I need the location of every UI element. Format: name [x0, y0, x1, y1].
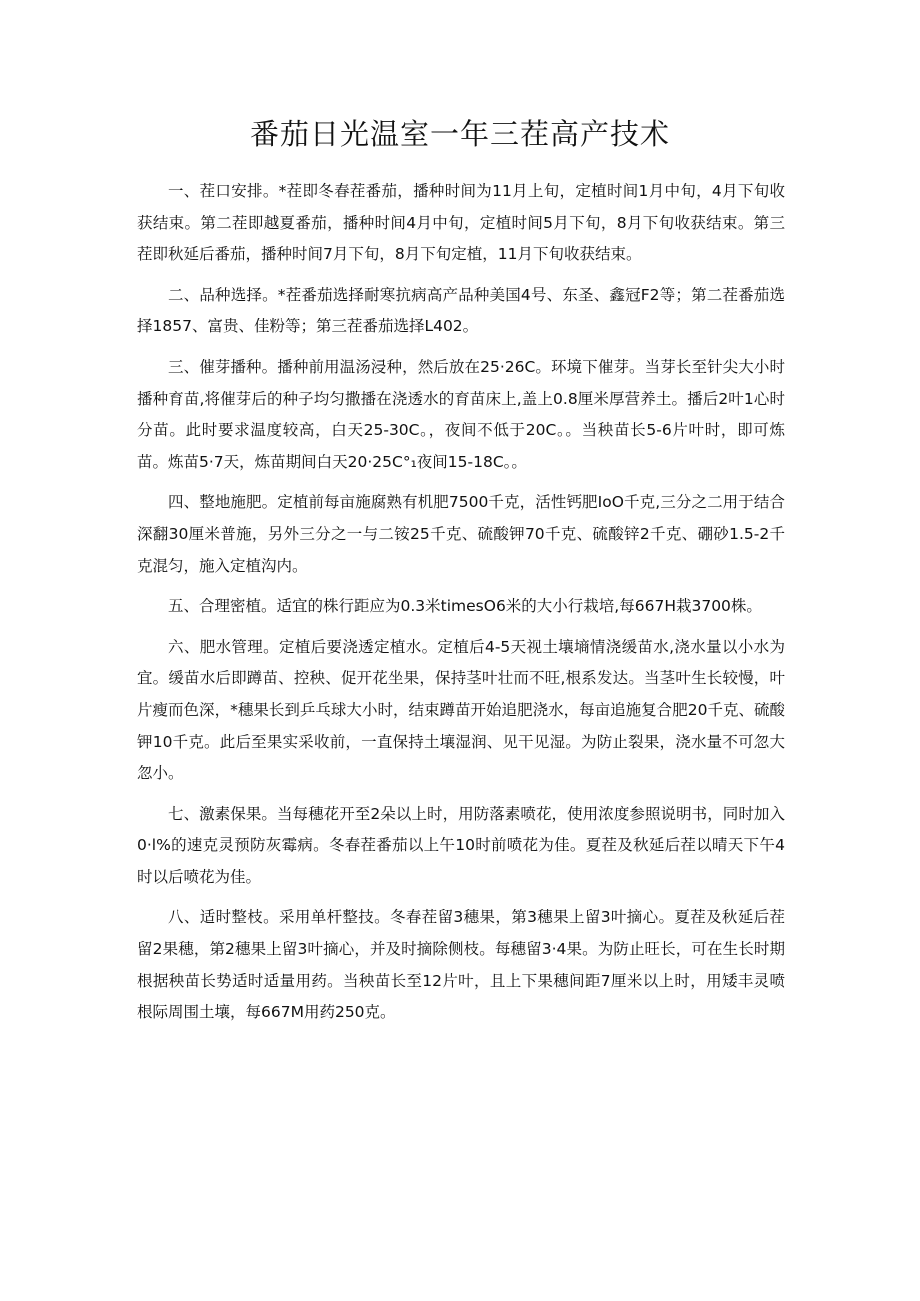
paragraph-hormone-fruit-setting: 七、激素保果。当每穗花开至2朵以上时，用防落素喷花，使用浓度参照说明书，同时加入0·l%的速克灵预防灰霉病。冬春茬番茄以上午10时前喷花为佳。夏茬及秋延后茬以晴天下午4时以后喷花为佳。: [137, 804, 785, 886]
document-title: 番茄日光温室一年三茬高产技术: [249, 117, 670, 151]
paragraph-pruning: 八、适时整枝。采用单杆整技。冬春茬留3穗果，第3穗果上留3叶摘心。夏茬及秋延后茬留2果穗，第2穗果上留3叶摘心，并及时摘除侧枝。每穗留3·4果。为防止旺长，可在生长时期根据秧苗长势适时适量用药。当秧苗长至12片叶，且上下果穗间距7厘米以上时，用矮丰灵喷根际周围土壤，每667M用药250克。: [137, 908, 785, 1022]
document-body: [137, 176, 785, 1038]
paragraph-germination-sowing: 三、催芽播种。播种前用温汤浸种，然后放在25·26C。环境下催芽。当芽长至针尖大小时播种育苗,将催芽后的种子均匀撒播在浇透水的育苗床上,盖上0.8厘米厚营养土。播后2叶1心时分苗。此时要求温度较高，白天25-30C。，夜间不低于20C。。当秧苗长5-6片叶时，即可炼苗。炼苗5·7天，炼苗期间白天20·25C°₁夜间15-18C。。: [137, 357, 785, 471]
paragraph-water-fertilizer: 六、肥水管理。定植后要浇透定植水。定植后4-5天视土壤墒情浇缓苗水,浇水量以小水为宜。缓苗水后即蹲苗、控秧、促开花坐果，保持茎叶壮而不旺,根系发达。当茎叶生长较慢，叶片瘦而色深，*穗果长到乒乓球大小时，结束蹲苗开始追肥浇水，每亩追施复合肥20千克、硫酸钾10千克。此后至果实采收前，一直保持土壤湿润、见干见湿。为防止裂果，浇水量不可忽大忽小。: [137, 637, 785, 783]
paragraph-soil-fertilization: 四、整地施肥。定植前每亩施腐熟有机肥7500千克，活性钙肥IoO千克,三分之二用于结合深翻30厘米普施，另外三分之一与二铵25千克、硫酸钾70千克、硫酸锌2千克、硼砂1.5-2千克混匀，施入定植沟内。: [137, 493, 785, 575]
paragraph-variety-selection: 二、品种选择。*茬番茄选择耐寒抗病高产品种美国4号、东圣、鑫冠F2等；第二茬番茄选择1857、富贵、佳粉等；第三茬番茄选择L402。: [137, 285, 785, 336]
paragraph-planting-density: 五、合理密植。适宜的株行距应为0.3米timesO6米的大小行栽培,每667H栽3700株。: [168, 597, 762, 616]
paragraph-stubble-arrangement: 一、茬口安排。*茬即冬春茬番茄，播种时间为11月上旬，定植时间1月中旬，4月下旬收获结束。第二茬即越夏番茄，播种时间4月中旬，定植时间5月下旬，8月下旬收获结束。第三茬即秋延后番茄，播种时间7月下旬，8月下旬定植，11月下旬收获结束。: [137, 182, 785, 264]
